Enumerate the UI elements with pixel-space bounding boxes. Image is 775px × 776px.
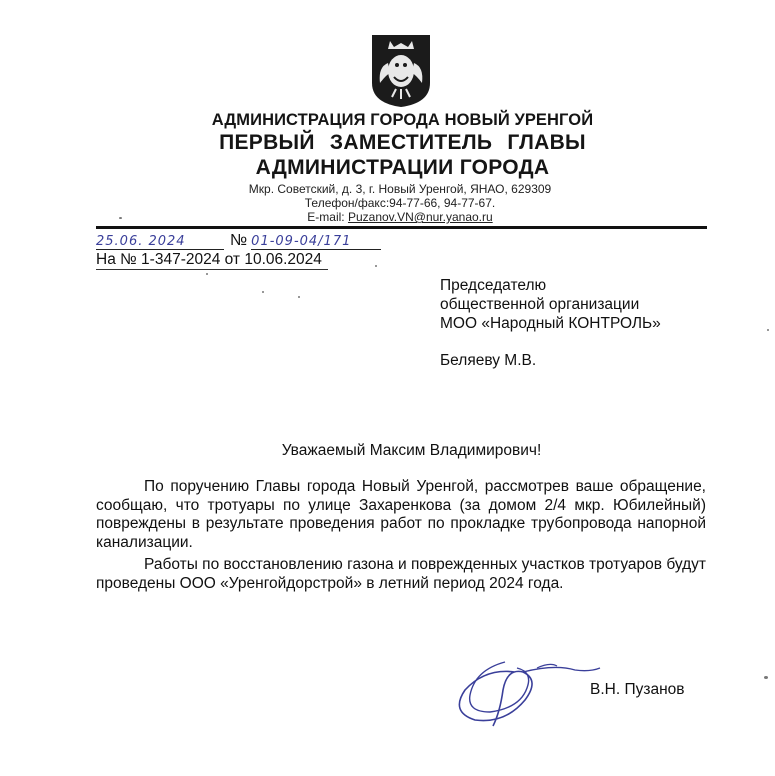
scan-speck — [764, 676, 768, 679]
position-line-2: АДМИНИСТРАЦИИ ГОРОДА — [255, 156, 550, 179]
registration-line — [96, 232, 381, 250]
address-line: Мкр. Советский, д. 3, г. Новый Уренгой, ЯНАО, 629309 — [248, 182, 552, 196]
recipient-line: МОО «Народный КОНТРОЛЬ» — [440, 315, 661, 332]
org-name: АДМИНИСТРАЦИЯ ГОРОДА НОВЫЙ УРЕНГОЙ — [211, 111, 594, 129]
number-sign: № — [230, 232, 248, 249]
email-label: E-mail: — [307, 210, 348, 224]
email-line — [200, 211, 600, 225]
scan-speck — [298, 296, 300, 298]
body-paragraph-1: По поручению Главы города Новый Уренгой, рассмотрев ваше обращение, сообщаю, что тротуары по улице Захаренкова (за домом 2/4 мкр. Юбилейный) повреждены в результате проведения работ по прокладке трубопровода напорной канализации. — [96, 478, 706, 551]
recipient-line: общественной организации — [440, 296, 640, 313]
handwritten-number: 01-09-04/171 — [251, 234, 381, 250]
recipient-line: Председателю — [440, 277, 547, 294]
coat-of-arms-icon — [370, 33, 432, 109]
scan-speck — [767, 329, 769, 331]
position-line-1: ПЕРВЫЙ ЗАМЕСТИТЕЛЬ ГЛАВЫ — [219, 131, 586, 154]
body-paragraph-2: Работы по восстановлению газона и поврежденных участков тротуаров будут проведены ООО «Уренгойдорстрой» в летний период 2024 года. — [96, 556, 706, 592]
salutation: Уважаемый Максим Владимирович! — [281, 442, 542, 459]
scan-speck — [375, 265, 377, 267]
scan-speck — [262, 291, 264, 293]
recipient-block — [440, 276, 661, 333]
handwritten-signature — [445, 650, 605, 730]
scan-speck — [206, 273, 208, 275]
salutation-row — [0, 442, 775, 460]
signatory-name: В.Н. Пузанов — [590, 681, 685, 698]
handwritten-date: 25.06. 2024 — [96, 234, 224, 250]
phone-line: Телефон/факс:94-77-66, 94-77-67. — [304, 196, 496, 210]
incoming-reference: На № 1-347-2024 от 10.06.2024 — [96, 251, 328, 270]
recipient-name: Беляеву М.В. — [440, 352, 537, 369]
header-divider — [96, 226, 707, 229]
email-link[interactable]: Puzanov.VN@nur.yanao.ru — [347, 210, 493, 224]
scan-speck — [119, 217, 122, 219]
